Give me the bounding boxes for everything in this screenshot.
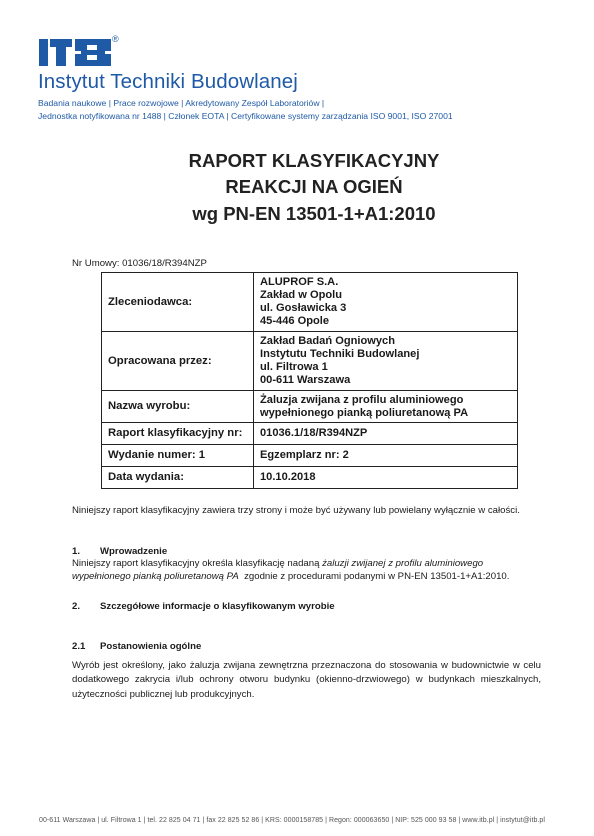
table-row <box>102 273 518 332</box>
product-value: Żaluzja zwijana z profilu aluminiowego wypełnionego pianką poliuretanową PA <box>254 391 518 423</box>
section-2-number: 2. <box>72 601 81 612</box>
section-1-line-2: wypełnionego pianką poliuretanową PA zgodnie z procedurami podanymi w PN-EN 13501-1+A1:2010. <box>72 571 510 582</box>
product-label: Nazwa wyrobu: <box>102 391 254 423</box>
table-row <box>102 423 518 445</box>
date-label: Data wydania: <box>102 467 254 489</box>
title-line-2: REAKCJI NA OGIEŃ <box>225 176 403 197</box>
page-footer: 00-611 Warszawa | ul. Filtrowa 1 | tel. 22 825 04 71 | fax 22 825 52 86 | KRS: 0000158785 | Regon: 000063650 | NIP: 525 000 93 58 | www.itb.pl | instytut@itb.pl <box>39 817 545 824</box>
title-line-1: RAPORT KLASYFIKACYJNY <box>188 150 440 171</box>
section-1-title: Wprowadzenie <box>100 546 168 557</box>
info-table <box>101 272 518 489</box>
copy-label: Egzemplarz nr: 2 <box>254 445 518 467</box>
table-row <box>102 445 518 467</box>
report-value: 01036.1/18/R394NZP <box>254 423 518 445</box>
section-2-1-number: 2.1 <box>72 641 86 652</box>
section-2-title: Szczegółowe informacje o klasyfikowanym wyrobie <box>100 601 335 612</box>
section-1-number: 1. <box>72 546 81 557</box>
section-2-1-title: Postanowienia ogólne <box>100 641 202 652</box>
itb-logo <box>39 39 111 66</box>
prepared-label: Opracowana przez: <box>102 332 254 391</box>
institute-name: Instytut Techniki Budowlanej <box>38 70 298 93</box>
title-line-3: wg PN-EN 13501-1+A1:2010 <box>192 203 436 224</box>
header-line-2: Jednostka notyfikowana nr 1488 | Członek EOTA | Certyfikowane systemy zarządzania ISO 9001, ISO 27001 <box>38 111 453 121</box>
client-value: ALUPROF S.A. Zakład w Opolu ul. Gosławicka 3 45-446 Opole <box>254 273 518 332</box>
prepared-value: Zakład Badań Ogniowych Instytutu Techniki Budowlanej ul. Filtrowa 1 00-611 Warszawa <box>254 332 518 391</box>
report-label: Raport klasyfikacyjny nr: <box>102 423 254 445</box>
table-row <box>102 391 518 423</box>
table-row <box>102 332 518 391</box>
header-line-1: Badania naukowe | Prace rozwojowe | Akredytowany Zespół Laboratoriów | <box>38 98 325 108</box>
client-label: Zleceniodawca: <box>102 273 254 332</box>
date-value: 10.10.2018 <box>254 467 518 489</box>
section-1-line-1: Niniejszy raport klasyfikacyjny określa klasyfikację nadaną żaluzji zwijanej z profilu aluminiowego <box>72 558 484 569</box>
notice-text: Niniejszy raport klasyfikacyjny zawiera trzy strony i może być używany lub powielany wyłącznie w całości. <box>72 505 520 516</box>
registered-mark: ® <box>112 34 119 44</box>
section-2-1-text: Wyrób jest określony, jako żaluzja zwijana zewnętrzna przeznaczona do stosowania w budownictwie w celu dodatkowego zakrycia i/lub ochrony otworu budynku (okienno-drzwiowego) w budynkach mieszkalnych, użyteczności publicznej lub produkcyjnych. <box>72 660 541 700</box>
table-row <box>102 467 518 489</box>
edition-label: Wydanie numer: 1 <box>102 445 254 467</box>
contract-number: Nr Umowy: 01036/18/R394NZP <box>72 258 207 269</box>
